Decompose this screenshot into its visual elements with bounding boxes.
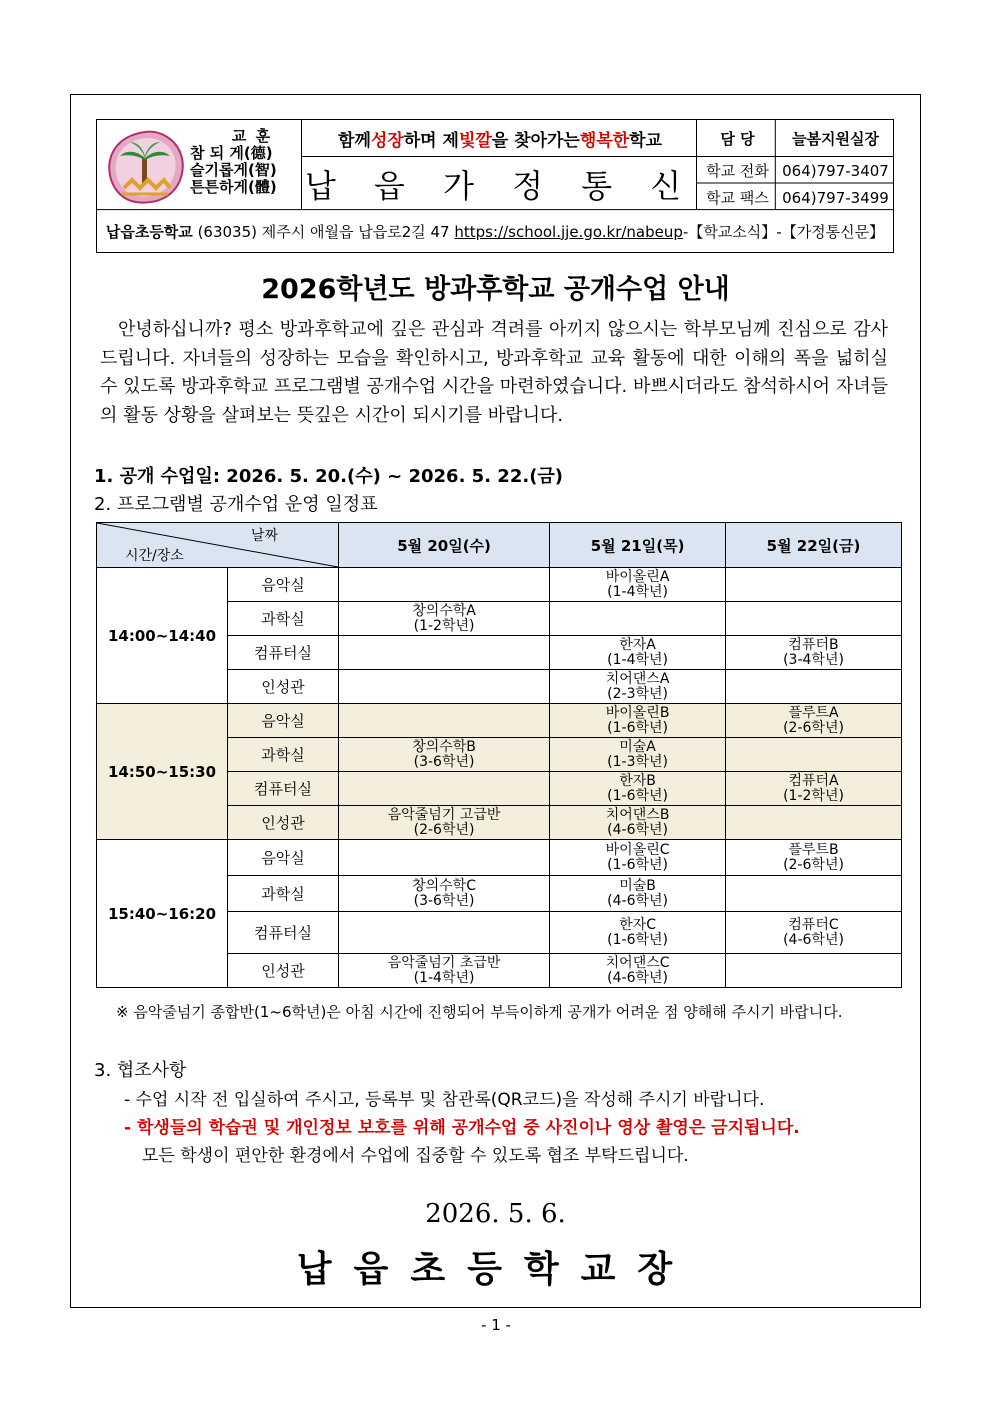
class-cell [339, 670, 550, 704]
motto-label: 교 훈 [231, 127, 273, 145]
class-name: 컴퓨터B [788, 636, 839, 653]
class-cell [726, 806, 902, 840]
charge-value: 늘봄지원실장 [792, 130, 879, 148]
slogan-text: 하며 제 [403, 131, 459, 151]
slogan-highlight: 행복한 [579, 131, 630, 151]
class-cell [550, 670, 726, 704]
principal-signature: 납읍초등학교장 [296, 1248, 695, 1290]
room-name: 과학실 [228, 738, 339, 772]
motto-line: 참 되 게(德) [190, 144, 273, 162]
room-name: 인성관 [228, 954, 339, 988]
slogan-highlight: 빛깔 [458, 131, 492, 151]
newsletter-title: 납 읍 가 정 통 신 [304, 166, 696, 205]
class-name: 치어댄스B [605, 806, 670, 823]
time-slot: 15:40~16:20 [97, 840, 228, 988]
class-grade: (3-6학년) [413, 753, 475, 770]
corner-date-label: 날짜 [250, 528, 278, 544]
charge-label: 담 당 [720, 130, 755, 148]
room-name: 컴퓨터실 [228, 772, 339, 806]
class-cell [339, 806, 550, 840]
class-name: 창의수학B [412, 738, 476, 755]
class-grade: (1-2학년) [413, 617, 475, 634]
class-name: 바이올린C [605, 841, 670, 858]
room-name: 인성관 [228, 806, 339, 840]
class-grade: (4-6학년) [783, 931, 844, 948]
fax-value: 064)797-3499 [782, 188, 889, 207]
class-cell [726, 704, 902, 738]
school-address: (63035) 제주시 애월읍 납읍로2길 47 [192, 223, 455, 241]
class-cell [726, 670, 902, 704]
class-grade: (1-4학년) [413, 969, 475, 986]
day-header: 5월 20일(수) [339, 523, 550, 568]
school-slogan [302, 120, 698, 157]
cooperation-item: 모든 학생이 편안한 환경에서 수업에 집중할 수 있도록 협조 부탁드립니다. [142, 1146, 689, 1166]
class-grade: (2-6학년) [783, 719, 844, 736]
class-cell [726, 738, 902, 772]
room-name: 음악실 [228, 840, 339, 876]
class-cell [550, 876, 726, 912]
room-name: 과학실 [228, 602, 339, 636]
class-name: 컴퓨터A [788, 772, 839, 789]
class-cell [726, 602, 902, 636]
class-grade: (4-6학년) [607, 821, 668, 838]
class-cell [550, 636, 726, 670]
table-corner-header [97, 523, 339, 568]
class-cell [550, 840, 726, 876]
slogan-text: 을 찾아가는 [491, 131, 580, 151]
class-grade: (3-6학년) [413, 892, 475, 909]
class-grade: (4-6학년) [607, 892, 668, 909]
class-name: 창의수학C [412, 877, 476, 894]
class-cell [550, 772, 726, 806]
table-row [97, 568, 902, 602]
slogan-text: 함께 [338, 131, 371, 151]
class-name: 미술B [619, 877, 656, 894]
class-name: 바이올린B [605, 704, 670, 721]
school-motto [190, 128, 300, 196]
room-name: 컴퓨터실 [228, 912, 339, 954]
class-cell [550, 602, 726, 636]
class-cell [339, 840, 550, 876]
room-name: 음악실 [228, 704, 339, 738]
class-cell [726, 636, 902, 670]
class-name: 플루트B [788, 841, 839, 858]
class-grade: (1-3학년) [607, 753, 668, 770]
class-cell [726, 840, 902, 876]
section-2-heading: 2. 프로그램별 공개수업 운영 일정표 [94, 494, 378, 515]
table-row [97, 840, 902, 876]
class-cell [339, 772, 550, 806]
class-name: 음악줄넘기 초급반 [387, 954, 501, 971]
schedule-table [96, 522, 902, 988]
class-cell [550, 704, 726, 738]
class-name: 플루트A [788, 704, 839, 721]
class-cell [339, 738, 550, 772]
school-emblem-logo [104, 128, 186, 206]
class-name: 한자A [619, 636, 656, 653]
class-grade: (1-4학년) [607, 651, 668, 668]
board-path: -【학교소식】-【가정통신문】 [682, 223, 885, 241]
day-header: 5월 22일(금) [726, 523, 902, 568]
class-grade: (4-6학년) [607, 969, 668, 986]
school-address-line [97, 211, 893, 252]
day-header: 5월 21일(목) [550, 523, 726, 568]
motto-line: 튼튼하게(體) [190, 178, 277, 196]
room-name: 과학실 [228, 876, 339, 912]
class-grade: (1-6학년) [607, 856, 668, 873]
room-name: 컴퓨터실 [228, 636, 339, 670]
school-url-link[interactable]: https://school.jje.go.kr/nabeup [454, 222, 683, 241]
class-cell [339, 876, 550, 912]
fax-label: 학교 팩스 [706, 189, 769, 207]
class-grade: (1-2학년) [783, 787, 844, 804]
cooperation-item: - 수업 시작 전 입실하여 주시고, 등록부 및 참관록(QR코드)을 작성해 주시기 바랍니다. [124, 1090, 765, 1110]
class-name: 바이올린A [605, 568, 670, 585]
document-date: 2026. 5. 6. [425, 1199, 566, 1229]
class-name: 미술A [619, 738, 656, 755]
table-row [97, 704, 902, 738]
class-grade: (3-4학년) [783, 651, 844, 668]
class-cell [339, 568, 550, 602]
class-grade: (2-6학년) [783, 856, 844, 873]
class-cell [726, 912, 902, 954]
class-cell [726, 772, 902, 806]
room-name: 음악실 [228, 568, 339, 602]
class-cell [550, 568, 726, 602]
table-note: ※ 음악줄넘기 종합반(1~6학년)은 아침 시간에 진행되어 부득이하게 공개가 어려운 점 양해해 주시기 바랍니다. [116, 1003, 843, 1021]
time-slot: 14:50~15:30 [97, 704, 228, 840]
class-name: 치어댄스C [605, 954, 670, 971]
class-name: 한자B [619, 772, 656, 789]
class-cell [726, 876, 902, 912]
class-grade: (1-6학년) [607, 931, 668, 948]
motto-line: 슬기롭게(智) [190, 161, 277, 179]
class-cell [339, 636, 550, 670]
page-title: 2026학년도 방과후학교 공개수업 안내 [261, 274, 730, 305]
class-cell [550, 912, 726, 954]
slogan-highlight: 성장 [370, 131, 404, 151]
page-number: - 1 - [481, 1316, 511, 1334]
cooperation-item-warning: - 학생들의 학습권 및 개인정보 보호를 위해 공개수업 중 사진이나 영상 촬영은 금지됩니다. [124, 1118, 800, 1138]
phone-label: 학교 전화 [706, 162, 769, 180]
class-name: 한자C [619, 916, 656, 933]
school-name: 납읍초등학교 [105, 223, 193, 241]
class-name: 컴퓨터C [788, 916, 839, 933]
class-cell [550, 954, 726, 988]
class-grade: (1-6학년) [607, 719, 668, 736]
phone-value: 064)797-3407 [782, 161, 889, 180]
class-grade: (2-6학년) [413, 821, 475, 838]
class-name: 음악줄넘기 고급반 [387, 806, 501, 823]
class-cell [550, 738, 726, 772]
intro-paragraph: 안녕하십니까? 평소 방과후학교에 깊은 관심과 격려를 아끼지 않으시는 학부모님께 진심으로 감사드립니다. 자녀들의 성장하는 모습을 확인하시고, 방과후학교 교육 활동에 대한 이해의 폭을 넓히실 수 있도록 방과후학교 프로그램별 공개수업 시간을 마련하였습니다. 바쁘시더라도 참석하시어 자녀들의 활동 상황을 살펴보는 뜻깊은 시간이 되시기를 바랍니다. [100, 319, 888, 426]
class-grade: (1-4학년) [607, 583, 668, 600]
slogan-text: 학교 [629, 131, 662, 151]
class-grade: (2-3학년) [607, 685, 668, 702]
section-1-dates: 1. 공개 수업일: 2026. 5. 20.(수) ~ 2026. 5. 22.(금) [94, 466, 564, 487]
class-cell [339, 912, 550, 954]
class-cell [550, 806, 726, 840]
class-cell [726, 954, 902, 988]
room-name: 인성관 [228, 670, 339, 704]
class-cell [339, 704, 550, 738]
section-3-heading: 3. 협조사항 [94, 1060, 187, 1081]
time-slot: 14:00~14:40 [97, 568, 228, 704]
class-name: 치어댄스A [605, 670, 670, 687]
class-cell [726, 568, 902, 602]
class-name: 창의수학A [412, 602, 476, 619]
class-grade: (1-6학년) [607, 787, 668, 804]
class-cell [339, 602, 550, 636]
corner-time-place-label: 시간/장소 [125, 548, 184, 564]
class-cell [339, 954, 550, 988]
